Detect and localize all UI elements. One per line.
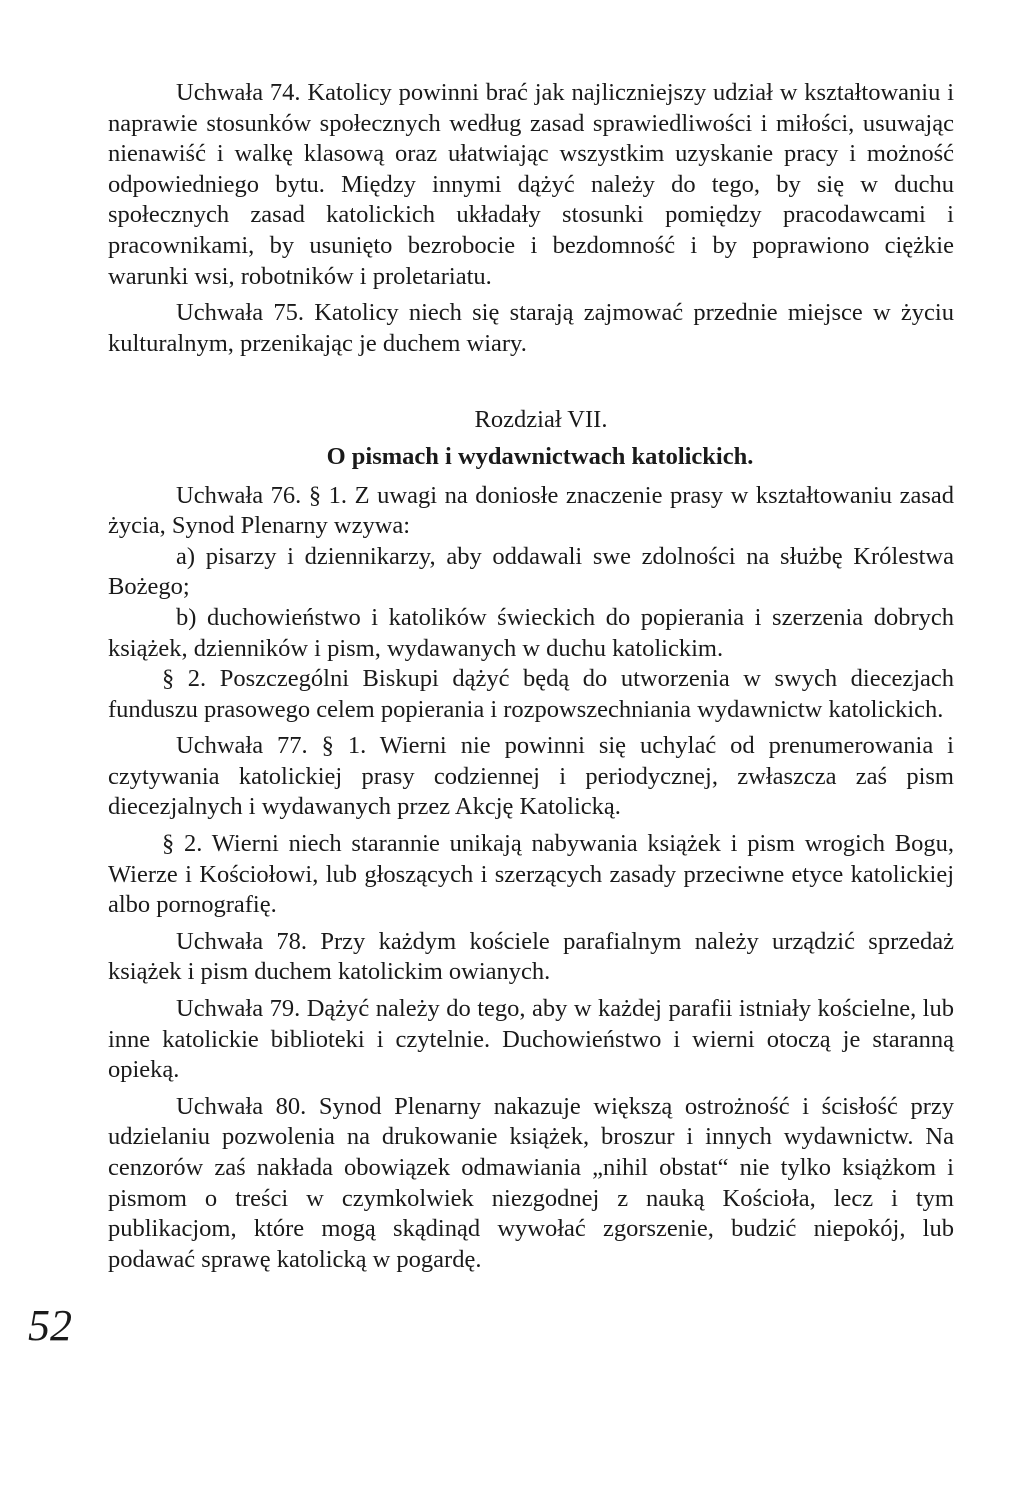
resolution-80 [108,1092,954,1276]
resolution-78-text: Przy każdym kościele parafialnym należy urządzić sprzedaż książek i pism duchem katolickim owianych. [108,927,954,986]
page-number: 52 [28,1301,72,1350]
resolution-76-section-2: § 2. Poszczególni Biskupi dążyć będą do utworzenia w swych diecezjach funduszu prasowego celem popierania i rozpowszechniania wydawnictw katolickich. [108,665,954,723]
resolution-76 [108,481,954,542]
chapter-number: Rozdział VII. [474,406,608,434]
chapter-title: O pismach i wydawnictwach katolickich. [326,442,754,470]
resolution-80-label: Uchwała 80. [176,1092,307,1120]
resolution-79 [108,994,954,1086]
resolution-75 [108,298,954,359]
resolution-76-item-a: a) pisarzy i dziennikarzy, aby oddawali swe zdolności na służbę Królestwa Bożego; [108,542,954,601]
resolution-79-label: Uchwała 79. [176,995,301,1023]
resolution-76-label: Uchwała 76. [176,481,302,509]
resolution-78-label: Uchwała 78. [176,927,308,955]
resolution-77-text: § 1. Wierni nie powinni się uchylać od prenumerowania i czytywania katolickiej prasy codziennej i periodycznej, zwłaszcza zaś pism diecezjalnych i wydawanych przez Akcję Katolicką. [108,732,954,821]
resolution-74-label: Uchwała 74. [176,79,301,106]
resolution-76-item-b: b) duchowieństwo i katolików świeckich do popierania i szerzenia dobrych książek, dzienników i pism, wydawanych w duchu katolickim. [108,603,954,662]
page-body [108,78,954,1275]
resolution-75-text: Katolicy niech się starają zajmować przednie miejsce w życiu kulturalnym, przenikając je duchem wiary. [108,299,954,357]
resolution-76-text: § 1. Z uwagi na doniosłe znaczenie prasy w kształtowaniu zasad życia, Synod Plenarny wzywa: [108,481,954,540]
resolution-79-text: Dążyć należy do tego, aby w każdej parafii istniały kościelne, lub inne katolickie biblioteki i czytelnie. Duchowieństwo i wierni otoczą je staranną opieką. [108,995,954,1084]
resolution-77 [108,731,954,823]
resolution-77-section-2: § 2. Wierni niech starannie unikają nabywania książek i pism wrogich Bogu, Wierze i Kościołowi, lub głoszących i szerzących zasady przeciwne etyce katolickiej albo pornografię. [108,830,954,919]
resolution-74-text: Katolicy powinni brać jak najliczniejszy udział w kształtowaniu i naprawie stosunków społecznych według zasad sprawiedliwości i miłości, usuwając nienawiść i walkę klasową oraz ułatwiając wszystkim uzyskanie pracy i możność odpowiedniego bytu. Między innymi dążyć należy do tego, by się w duchu społecznych zasad katolickich układały stosunki pomiędzy pracodawcami i pracownikami, by usunięto bezrobocie i bezdomność i by poprawiono ciężkie warunki wsi, robotników i proletariatu. [108,79,955,290]
resolution-80-text: Synod Plenarny nakazuje większą ostrożność i ścisłość przy udzielaniu pozwolenia na drukowanie książek, broszur i innych wydawnictw. Na cenzorów zaś nakłada obowiązek odmawiania „nihil obstat“ nie tylko książkom i pismom o treści w czymkolwiek niezgodnej z nauką Kościoła, lecz i tym publikacjom, które mogą skądinąd wywołać zgorszenie, budzić niepokój, lub podawać sprawę katolicką w pogardę. [108,1092,954,1273]
resolution-77-label: Uchwała 77. [176,732,308,760]
resolution-74 [108,78,954,292]
resolution-75-label: Uchwała 75. [176,299,304,327]
resolution-78 [108,927,954,988]
